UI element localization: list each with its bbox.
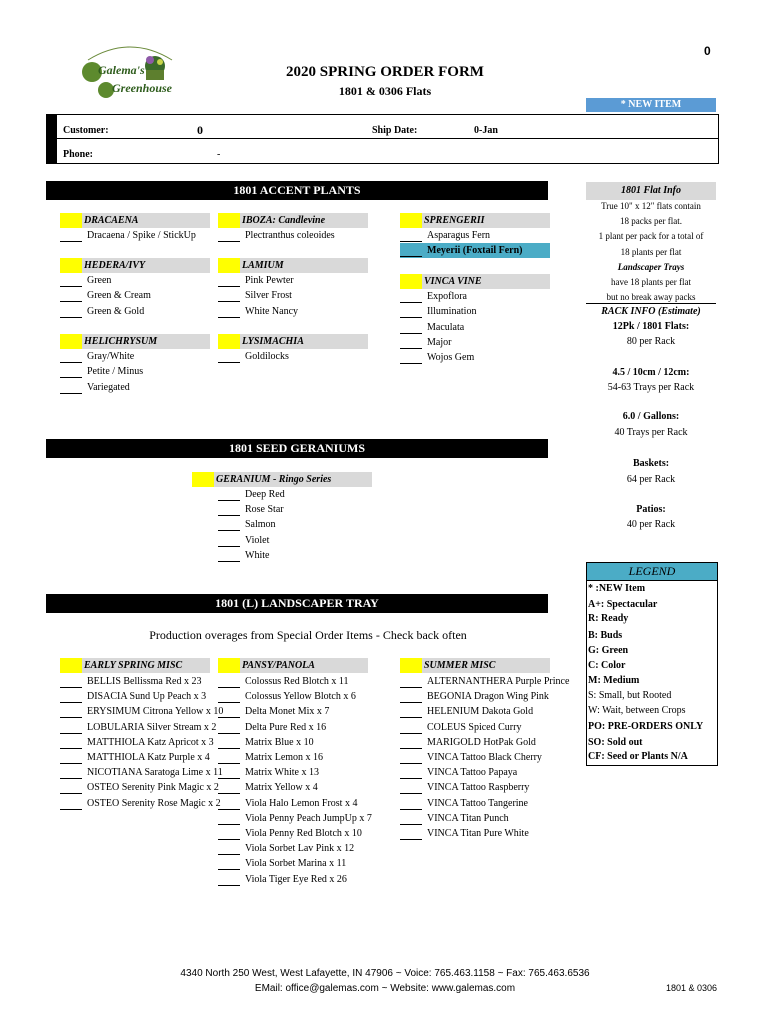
- item-label: Rose Star: [245, 504, 284, 516]
- form-subtitle: 1801 & 0306 Flats: [338, 84, 432, 98]
- quantity-blank[interactable]: [218, 530, 240, 531]
- accent-group-header-text: SPRENGERII: [424, 215, 485, 226]
- accent-item: [218, 288, 368, 303]
- logo-text-greenhouse: Greenhouse: [112, 81, 173, 95]
- landscaper-item: [218, 872, 388, 887]
- item-label: MATTHIOLA Katz Purple x 4: [87, 752, 210, 763]
- accent-item: [400, 335, 550, 350]
- item-label: Asparagus Fern: [427, 230, 491, 241]
- quantity-blank[interactable]: [400, 333, 422, 334]
- legend-row: B: Buds: [588, 630, 623, 641]
- item-label: Matrix White x 13: [245, 767, 319, 779]
- accent-item: [218, 273, 368, 288]
- landscaper-group-header: [60, 658, 210, 673]
- flat-info-line: have 18 plants per flat: [611, 277, 691, 287]
- quantity-blank[interactable]: [218, 317, 240, 318]
- item-label: Viola Halo Lemon Frost x 4: [245, 797, 358, 809]
- landscaper-group-header-text: SUMMER MISC: [424, 660, 496, 671]
- phone-value[interactable]: -: [217, 149, 221, 160]
- item-label: VINCA Tattoo Papaya: [427, 767, 518, 779]
- item-label: ERYSIMUM Citrona Yellow x 10: [87, 706, 224, 718]
- landscaper-item: [218, 735, 388, 750]
- item-label: Major: [427, 336, 452, 348]
- item-label: Matrix Yellow x 4: [245, 782, 318, 794]
- quantity-blank[interactable]: [60, 763, 82, 764]
- quantity-blank[interactable]: [218, 748, 240, 749]
- landscaper-item: [400, 704, 570, 719]
- accent-item-highlight: [400, 243, 550, 258]
- seed-geraniums-title: 1801 SEED GERANIUMS: [228, 441, 366, 455]
- form-title: 2020 SPRING ORDER FORM: [286, 64, 484, 80]
- new-item-badge: * NEW ITEM: [586, 98, 716, 112]
- flat-info-line: 1 plant per pack for a total of: [598, 231, 704, 242]
- quantity-blank[interactable]: [60, 301, 82, 302]
- item-label: Viola Tiger Eye Red x 26: [245, 873, 347, 885]
- landscaper-item: [218, 856, 388, 871]
- rack-info-value: 64 per Rack: [626, 474, 676, 485]
- landscaper-group-header: [218, 658, 368, 673]
- ship-date-label: Ship Date:: [372, 125, 418, 136]
- highlight-marker: [218, 334, 240, 349]
- item-label: Violet: [245, 534, 270, 546]
- quantity-blank[interactable]: [400, 717, 422, 718]
- rack-info-heading: 4.5 / 10cm / 12cm:: [612, 367, 690, 378]
- customer-block: [46, 114, 719, 164]
- item-label: HELENIUM Dakota Gold: [427, 706, 534, 718]
- accent-group-header: [400, 274, 550, 289]
- landscaper-item: [218, 674, 388, 689]
- item-label: VINCA Titan Punch: [427, 812, 509, 824]
- landscaper-item: [218, 704, 388, 719]
- quantity-blank[interactable]: [218, 500, 240, 501]
- legend-row: SO: Sold out: [588, 737, 643, 748]
- accent-plants-title: 1801 ACCENT PLANTS: [233, 183, 361, 197]
- landscaper-item: [400, 674, 570, 689]
- accent-item: [400, 350, 550, 365]
- highlight-marker: [60, 258, 82, 273]
- landscaper-item: [400, 720, 570, 735]
- quantity-blank[interactable]: [218, 809, 240, 810]
- landscaper-item: [400, 689, 570, 704]
- quantity-blank[interactable]: [218, 839, 240, 840]
- accent-item: [60, 364, 210, 379]
- item-label: VINCA Tattoo Black Cherry: [427, 752, 542, 763]
- accent-item: [400, 228, 550, 243]
- flat-info-title: 1801 Flat Info: [620, 185, 681, 196]
- landscaper-item: [218, 841, 388, 856]
- accent-group-header-text: HELICHRYSUM: [84, 336, 158, 347]
- quantity-blank[interactable]: [218, 702, 240, 703]
- landscaper-item: [218, 811, 388, 826]
- rack-info-heading: 12Pk / 1801 Flats:: [612, 321, 690, 332]
- landscaper-item: [60, 735, 230, 750]
- highlight-marker: [218, 258, 240, 273]
- quantity-blank[interactable]: [60, 793, 82, 794]
- item-label: White Nancy: [245, 305, 299, 317]
- quantity-blank[interactable]: [400, 793, 422, 794]
- quantity-blank[interactable]: [60, 286, 82, 287]
- landscaper-item: [400, 765, 570, 780]
- landscaper-item: [60, 704, 230, 719]
- quantity-blank[interactable]: [218, 733, 240, 734]
- item-label: White: [245, 549, 270, 561]
- flat-info-line: 18 plants per flat: [620, 246, 682, 257]
- landscaper-item: [60, 765, 230, 780]
- quantity-blank[interactable]: [218, 717, 240, 718]
- accent-group-header-text: DRACAENA: [84, 215, 139, 226]
- rack-info-value: 40 per Rack: [626, 519, 676, 530]
- landscaper-item: [218, 765, 388, 780]
- highlight-marker: [218, 658, 240, 673]
- footer-code: 1801 & 0306: [666, 983, 718, 993]
- accent-item: [60, 349, 210, 364]
- landscaper-item: [400, 826, 570, 841]
- quantity-blank[interactable]: [60, 748, 82, 749]
- logo-text-galemas: Galema's: [98, 63, 145, 77]
- rack-info-heading: Baskets:: [632, 458, 670, 469]
- accent-item: [60, 228, 210, 243]
- landscaper-item: [400, 780, 570, 795]
- item-label: Green & Cream: [87, 290, 151, 302]
- accent-group-header-text: LAMIUM: [242, 260, 284, 271]
- item-label: VINCA Tattoo Tangerine: [427, 797, 528, 809]
- customer-value[interactable]: 0: [197, 123, 203, 137]
- item-label: LOBULARIA Silver Stream x 2: [87, 721, 217, 733]
- item-label: Variegated: [87, 381, 130, 393]
- quantity-blank[interactable]: [60, 809, 82, 810]
- quantity-blank[interactable]: [60, 362, 82, 363]
- item-label: BEGONIA Dragon Wing Pink: [427, 691, 549, 703]
- highlight-marker: [60, 658, 82, 673]
- geranium-item: [218, 533, 368, 548]
- accent-item: [218, 349, 368, 364]
- item-label: Matrix Blue x 10: [245, 736, 314, 748]
- quantity-blank[interactable]: [60, 241, 82, 242]
- quantity-blank[interactable]: [400, 256, 422, 257]
- item-label: Matrix Lemon x 16: [245, 752, 324, 763]
- legend-row: CF: Seed or Plants N/A: [588, 751, 688, 762]
- legend-row: PO: PRE-ORDERS ONLY: [588, 721, 704, 732]
- geranium-header-text: GERANIUM - Ringo Series: [216, 474, 332, 485]
- quantity-blank[interactable]: [60, 393, 82, 394]
- item-label: Delta Monet Mix x 7: [245, 706, 330, 718]
- footer-contact: EMail: office@galemas.com ~ Website: www.galemas.com: [254, 983, 516, 994]
- item-label: Colossus Red Blotch x 11: [245, 676, 349, 687]
- item-label: Pink Pewter: [245, 275, 294, 286]
- landscaper-tray-bar: [46, 594, 548, 613]
- quantity-blank[interactable]: [400, 702, 422, 703]
- quantity-blank[interactable]: [60, 687, 82, 688]
- item-label: Petite / Minus: [87, 366, 144, 378]
- quantity-blank[interactable]: [218, 546, 240, 547]
- quantity-blank[interactable]: [400, 763, 422, 764]
- accent-group-header-text: IBOZA: Candlevine: [242, 215, 326, 226]
- quantity-blank[interactable]: [60, 317, 82, 318]
- quantity-blank[interactable]: [400, 748, 422, 749]
- accent-item: [60, 380, 210, 395]
- landscaper-item: [400, 750, 570, 765]
- item-label: OSTEO Serenity Pink Magic x 2: [87, 782, 219, 794]
- customer-label: Customer:: [63, 125, 109, 136]
- legend-row: A+: Spectacular: [588, 599, 658, 610]
- quantity-blank[interactable]: [400, 687, 422, 688]
- landscaper-group-header: [400, 658, 550, 673]
- landscaper-item: [60, 720, 230, 735]
- quantity-blank[interactable]: [218, 763, 240, 764]
- item-label: Viola Penny Red Blotch x 10: [245, 828, 362, 839]
- landscaper-item: [60, 796, 230, 811]
- geranium-header: [192, 472, 372, 487]
- quantity-blank[interactable]: [400, 241, 422, 242]
- highlight-marker: [60, 213, 82, 228]
- seed-geraniums-bar: [46, 439, 548, 458]
- accent-item: [218, 228, 368, 243]
- landscaper-item: [218, 750, 388, 765]
- item-label: Viola Sorbet Marina x 11: [245, 858, 347, 870]
- quantity-blank[interactable]: [218, 824, 240, 825]
- quantity-blank[interactable]: [218, 885, 240, 886]
- accent-item: [400, 289, 550, 304]
- legend-row: C: Color: [588, 660, 626, 671]
- landscaper-tray-title: 1801 (L) LANDSCAPER TRAY: [215, 596, 379, 610]
- accent-group-header: [60, 334, 210, 349]
- landscaper-item: [60, 689, 230, 704]
- accent-plants-bar: [46, 181, 548, 200]
- quantity-blank[interactable]: [400, 317, 422, 318]
- item-label: Goldilocks: [245, 351, 289, 362]
- item-label: ALTERNANTHERA Purple Prince: [427, 676, 570, 687]
- ship-date-value[interactable]: 0-Jan: [474, 125, 498, 136]
- quantity-blank[interactable]: [218, 687, 240, 688]
- item-label: Meyerii (Foxtail Fern): [427, 245, 523, 257]
- geranium-item: [218, 548, 368, 563]
- accent-item: [400, 320, 550, 335]
- accent-group-header: [60, 258, 210, 273]
- item-label: Dracaena / Spike / StickUp: [87, 230, 196, 241]
- item-label: Viola Sorbet Lav Pink x 12: [245, 843, 355, 855]
- landscaper-item: [400, 796, 570, 811]
- accent-group-header: [218, 213, 368, 228]
- item-label: Plectranthus coleoides: [245, 230, 335, 241]
- legend-row: G: Green: [588, 645, 629, 656]
- highlight-marker: [400, 658, 422, 673]
- landscaper-item: [218, 826, 388, 841]
- item-label: Illumination: [427, 306, 477, 318]
- accent-group-header: [218, 258, 368, 273]
- accent-group-header-text: VINCA VINE: [424, 276, 482, 287]
- accent-item: [400, 304, 550, 319]
- landscaper-group-header-text: PANSY/PANOLA: [242, 660, 315, 671]
- page-number: 0: [704, 44, 711, 58]
- legend-row: * :NEW Item: [588, 583, 646, 594]
- accent-group-header-text: LYSIMACHIA: [242, 336, 304, 347]
- quantity-blank[interactable]: [218, 793, 240, 794]
- landscaper-item: [60, 674, 230, 689]
- landscaper-item: [400, 735, 570, 750]
- item-label: Salmon: [245, 519, 276, 531]
- rack-info-value: 40 Trays per Rack: [614, 427, 688, 438]
- quantity-blank[interactable]: [60, 702, 82, 703]
- accent-group-header: [218, 334, 368, 349]
- flat-info-header: [586, 182, 716, 200]
- item-label: COLEUS Spiced Curry: [427, 721, 522, 733]
- rack-info-title: RACK INFO (Estimate): [601, 306, 701, 317]
- landscaper-item: [60, 780, 230, 795]
- item-label: MATTHIOLA Katz Apricot x 3: [87, 736, 214, 748]
- flat-info-line: True 10" x 12" flats contain: [601, 201, 701, 211]
- quantity-blank[interactable]: [60, 733, 82, 734]
- item-label: Silver Frost: [245, 290, 292, 302]
- item-label: Expoflora: [427, 291, 467, 302]
- accent-item: [60, 304, 210, 319]
- accent-item: [60, 288, 210, 303]
- quantity-blank[interactable]: [60, 377, 82, 378]
- quantity-blank[interactable]: [60, 778, 82, 779]
- flat-info-line: 18 packs per flat.: [620, 216, 682, 227]
- geranium-item: [218, 517, 368, 532]
- item-label: VINCA Titan Pure White: [427, 828, 529, 839]
- legend-row: R: Ready: [588, 613, 629, 624]
- item-label: Deep Red: [245, 489, 285, 500]
- item-label: BELLIS Bellissma Red x 23: [87, 676, 202, 687]
- landscaper-item: [218, 796, 388, 811]
- quantity-blank[interactable]: [218, 854, 240, 855]
- legend-row: M: Medium: [588, 675, 640, 686]
- quantity-blank[interactable]: [400, 778, 422, 779]
- phone-label: Phone:: [63, 149, 93, 160]
- quantity-blank[interactable]: [400, 809, 422, 810]
- legend-title: LEGEND: [587, 563, 717, 581]
- rack-info-heading: 6.0 / Gallons:: [622, 411, 680, 422]
- highlight-marker: [400, 213, 422, 228]
- accent-group-header-text: HEDERA/IVY: [84, 260, 146, 271]
- item-label: Green: [87, 275, 112, 286]
- landscaper-item: [218, 780, 388, 795]
- item-label: Colossus Yellow Blotch x 6: [245, 691, 356, 703]
- quantity-blank[interactable]: [400, 733, 422, 734]
- quantity-blank[interactable]: [218, 869, 240, 870]
- quantity-blank[interactable]: [60, 717, 82, 718]
- highlight-marker: [192, 472, 214, 487]
- item-label: Green & Gold: [87, 305, 145, 317]
- quantity-blank[interactable]: [218, 241, 240, 242]
- accent-group-header: [60, 213, 210, 228]
- quantity-blank[interactable]: [400, 824, 422, 825]
- landscaper-group-header-text: EARLY SPRING MISC: [84, 660, 183, 671]
- legend-row: W: Wait, between Crops: [588, 705, 686, 716]
- highlight-marker: [400, 274, 422, 289]
- quantity-blank[interactable]: [400, 363, 422, 364]
- quantity-blank[interactable]: [400, 839, 422, 840]
- quantity-blank[interactable]: [218, 515, 240, 516]
- quantity-blank[interactable]: [400, 302, 422, 303]
- quantity-blank[interactable]: [400, 348, 422, 349]
- highlight-marker: [218, 213, 240, 228]
- item-label: Gray/White: [87, 351, 135, 362]
- accent-group-header: [400, 213, 550, 228]
- accent-item: [60, 273, 210, 288]
- rack-info-heading: Patios:: [636, 504, 666, 515]
- quantity-blank[interactable]: [218, 301, 240, 302]
- production-note: Production overages from Special Order Items - Check back often: [149, 628, 467, 642]
- landscaper-trays-title: Landscaper Trays: [617, 261, 685, 272]
- landscaper-item: [400, 811, 570, 826]
- rack-info-value: 54-63 Trays per Rack: [607, 382, 695, 393]
- item-label: OSTEO Serenity Rose Magic x 2: [87, 797, 221, 809]
- quantity-blank[interactable]: [218, 778, 240, 779]
- quantity-blank[interactable]: [218, 286, 240, 287]
- highlight-marker: [60, 334, 82, 349]
- geranium-item: [218, 502, 368, 517]
- accent-item: [218, 304, 368, 319]
- item-label: Maculata: [427, 321, 465, 333]
- quantity-blank[interactable]: [218, 561, 240, 562]
- item-label: MARIGOLD HotPak Gold: [427, 736, 536, 748]
- geranium-item: [218, 487, 368, 502]
- quantity-blank[interactable]: [218, 362, 240, 363]
- footer-address: 4340 North 250 West, West Lafayette, IN 47906 ~ Voice: 765.463.1158 ~ Fax: 765.463.6536: [180, 968, 590, 979]
- legend-row: S: Small, but Rooted: [588, 690, 672, 701]
- item-label: Wojos Gem: [427, 352, 475, 364]
- flat-info-line: but no break away packs: [606, 292, 696, 303]
- item-label: Delta Pure Red x 16: [245, 721, 327, 733]
- item-label: NICOTIANA Saratoga Lime x 11: [87, 767, 223, 779]
- item-label: Viola Penny Peach JumpUp x 7: [245, 812, 372, 824]
- landscaper-item: [218, 689, 388, 704]
- item-label: DISACIA Sund Up Peach x 3: [87, 691, 207, 703]
- rack-info-value: 80 per Rack: [626, 336, 676, 347]
- item-label: VINCA Tattoo Raspberry: [427, 782, 530, 794]
- landscaper-item: [60, 750, 230, 765]
- landscaper-item: [218, 720, 388, 735]
